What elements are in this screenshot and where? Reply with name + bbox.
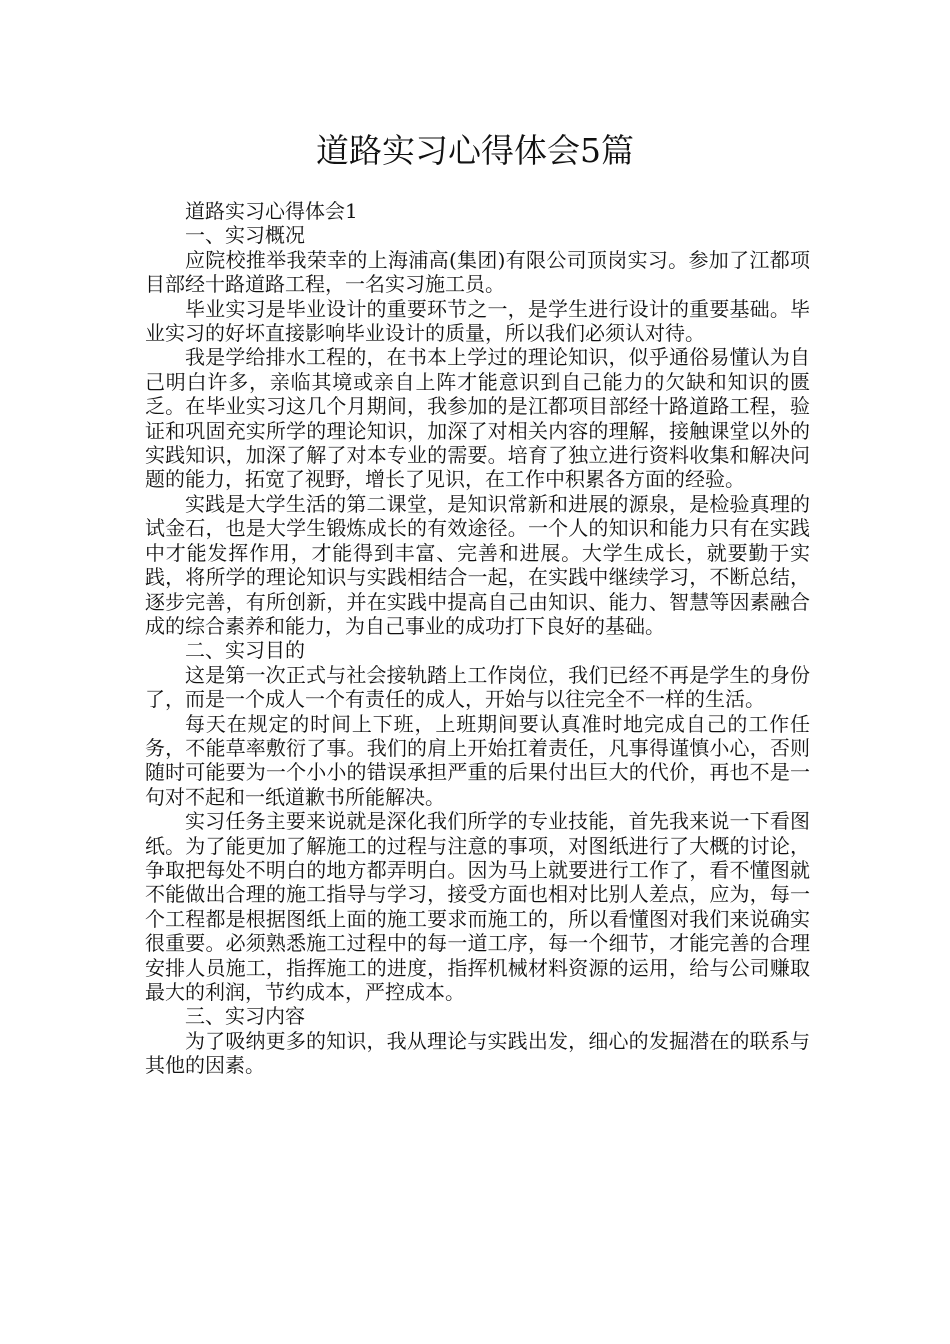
paragraph: 我是学给排水工程的，在书本上学过的理论知识，似乎通俗易懂认为自己明白许多，亲临其境或亲自上阵才能意识到自己能力的欠缺和知识的匮乏。在毕业实习这几个月期间，我参加的是江都项目部经十路道路工程，验证和巩固充实所学的理论知识，加深了对相关内容的理解，接触课堂以外的实践知识，加深了解了对本专业的需要。培育了独立进行资料收集和解决问题的能力，拓宽了视野，增长了见识，在工作中积累各方面的经验。 [145,345,810,492]
document-body [145,199,810,1078]
paragraph: 每天在规定的时间上下班，上班期间要认真准时地完成自己的工作任务，不能草率敷衍了事。我们的肩上开始扛着责任，凡事得谨慎小心，否则随时可能要为一个小小的错误承担严重的后果付出巨大的代价，再也不是一句对不起和一纸道歉书所能解决。 [145,711,810,809]
paragraph: 这是第一次正式与社会接轨踏上工作岗位，我们已经不再是学生的身份了，而是一个成人一个有责任的成人，开始与以往完全不一样的生活。 [145,662,810,712]
paragraph: 道路实习心得体会1 [185,199,358,223]
document-title: 道路实习心得体会5篇 [316,131,634,170]
paragraph: 应院校推举我荣幸的上海浦高(集团)有限公司顶岗实习。参加了江都项目部经十路道路工程，一名实习施工员。 [145,247,810,297]
paragraph: 为了吸纳更多的知识，我从理论与实践出发，细心的发掘潜在的联系与其他的因素。 [145,1028,810,1078]
section-heading: 一、实习概况 [185,223,305,248]
paragraph: 实习任务主要来说就是深化我们所学的专业技能，首先我来说一下看图纸。为了能更加了解施工的过程与注意的事项，对图纸进行了大概的讨论，争取把每处不明白的地方都弄明白。因为马上就要进行工作了，看不懂图就不能做出合理的施工指导与学习，接受方面也相对比别人差点，应为，每一个工程都是根据图纸上面的施工要求而施工的，所以看懂图对我们来说确实很重要。必须熟悉施工过程中的每一道工序，每一个细节，才能完善的合理安排人员施工，指挥施工的进度，指挥机械材料资源的运用，给与公司赚取最大的利润，节约成本，严控成本。 [145,809,810,1004]
section-heading: 三、实习内容 [185,1004,305,1029]
section-heading: 二、实习目的 [185,638,305,663]
paragraph: 实践是大学生活的第二课堂，是知识常新和进展的源泉，是检验真理的试金石，也是大学生锻炼成长的有效途径。一个人的知识和能力只有在实践中才能发挥作用，才能得到丰富、完善和进展。大学生成长，就要勤于实践，将所学的理论知识与实践相结合一起，在实践中继续学习，不断总结，逐步完善，有所创新，并在实践中提高自己由知识、能力、智慧等因素融合成的综合素养和能力，为自己事业的成功打下良好的基础。 [145,491,810,638]
paragraph: 毕业实习是毕业设计的重要环节之一，是学生进行设计的重要基础。毕业实习的好坏直接影响毕业设计的质量，所以我们必须认对待。 [145,296,810,346]
